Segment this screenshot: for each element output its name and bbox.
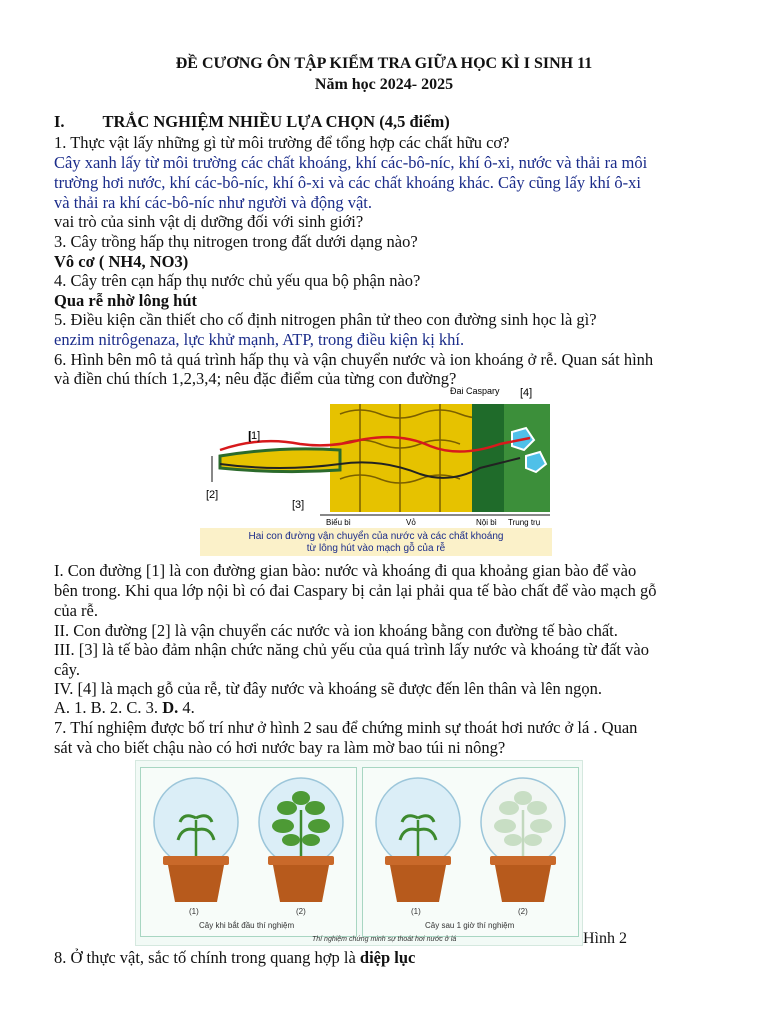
pot-1-label: (1) xyxy=(189,907,199,916)
question-6-line1: 6. Hình bên mô tả quá trình hấp thụ và vận chuyển nước và ion khoáng ở rễ. Quan sát hình xyxy=(54,350,654,369)
zone-stele: Trung trụ xyxy=(508,518,541,527)
statement-4: IV. [4] là mạch gỗ của rễ, từ đây nước và khoáng sẽ được đến lên thân và lên ngọn. xyxy=(54,679,602,698)
zone-epidermis: Biểu bì xyxy=(326,518,351,527)
question-6-line2: và điền chú thích 1,2,3,4; nêu đặc điểm của từng con đường? xyxy=(54,369,457,388)
answer-options xyxy=(54,698,195,718)
question-7-line2: sát và cho biết chậu nào có hơi nước bay ra làm mờ bao túi ni nông? xyxy=(54,738,506,757)
school-year: Năm học 2024- 2025 xyxy=(314,76,454,93)
answer-1-line3: và thải ra khí các-bô-níc như người và động vật. xyxy=(54,193,373,212)
panel-after-drawing xyxy=(363,768,578,936)
question-1: 1. Thực vật lấy những gì từ môi trường để tổng hợp các chất hữu cơ? xyxy=(54,133,510,152)
question-2: vai trò của sinh vật dị dưỡng đối với sinh giới? xyxy=(54,212,364,231)
answer-3: Vô cơ ( NH4, NO3) xyxy=(54,252,189,271)
flower-pot xyxy=(389,860,447,902)
transpiration-figure xyxy=(135,760,583,946)
panel-start-drawing xyxy=(141,768,356,936)
section-heading xyxy=(54,112,450,132)
pot-2-label: (2) xyxy=(518,907,528,916)
label-caspary: Đai Caspary xyxy=(450,386,500,396)
panel-start xyxy=(140,767,357,937)
section-title: TRẮC NGHIỆM NHIỀU LỰA CHỌN (4,5 điểm) xyxy=(102,112,450,131)
section-number: I. xyxy=(54,112,65,131)
figure-2-caption: Thí nghiệm chứng minh sự thoát hơi nước ở lá xyxy=(312,936,457,943)
question-4: 4. Cây trên cạn hấp thụ nước chủ yếu qua bộ phận nào? xyxy=(54,271,421,290)
answer-5: enzim nitrôgenaza, lực khử mạnh, ATP, trong điều kiện kị khí. xyxy=(54,330,465,349)
statement-3-line2: cây. xyxy=(54,660,80,679)
answer-1-line1: Cây xanh lấy từ môi trường các chất khoáng, khí các-bô-níc, khí ô-xi, nước và thải ra môi xyxy=(54,153,648,172)
question-5: 5. Điều kiện cần thiết cho cố định nitrogen phân tử theo con đường sinh học là gì? xyxy=(54,310,597,329)
pot-1-label: (1) xyxy=(411,907,421,916)
statement-2: II. Con đường [2] là vận chuyển các nước và ion khoáng bằng con đường tế bào chất. xyxy=(54,621,618,640)
label-4: [4] xyxy=(520,387,533,399)
pot-2-label: (2) xyxy=(296,907,306,916)
label-1: [1] xyxy=(248,430,261,442)
option-list: A. 1. B. 2. C. 3. xyxy=(54,698,159,717)
document-title: ĐỀ CƯƠNG ÔN TẬP KIỂM TRA GIỮA HỌC KÌ I SINH 11 xyxy=(175,55,593,72)
panel-after xyxy=(362,767,579,937)
question-7-line1: 7. Thí nghiệm được bố trí như ở hình 2 sau để chứng minh sự thoát hơi nước ở lá . Quan xyxy=(54,718,638,737)
correct-option: D. xyxy=(162,698,179,717)
answer-1-line2: trường hơi nước, khí các-bô-níc, khí ô-xi và các chất khoáng khác. Cây cũng lấy khí ô-xi xyxy=(54,173,642,192)
figure-1-caption-line1: Hai con đường vận chuyển của nước và các chất khoáng xyxy=(248,531,504,542)
root-transport-figure xyxy=(200,384,552,556)
correct-option-value: 4. xyxy=(178,698,195,717)
zone-cortex: Vỏ xyxy=(406,518,416,527)
panel-after-caption: Cây sau 1 giờ thí nghiệm xyxy=(425,921,515,930)
statement-3-line1: III. [3] là tế bào đảm nhận chức năng chủ yếu của quá trình lấy nước và khoáng từ đất vào xyxy=(54,640,649,659)
flower-pot xyxy=(167,860,225,902)
figure-2-label: Hình 2 xyxy=(583,930,627,947)
endodermis xyxy=(472,404,504,512)
flower-pot xyxy=(494,860,552,902)
statement-1-line3: của rễ. xyxy=(54,601,98,620)
answer-4: Qua rễ nhờ lông hút xyxy=(54,291,198,310)
label-2: [2] xyxy=(206,489,219,501)
statement-1-line1: I. Con đường [1] là con đường gian bào: nước và khoáng đi qua khoảng gian bào để vào xyxy=(54,561,637,580)
statement-1-line2: bên trong. Khi qua lớp nội bì có đai Caspary bị cản lại phải qua tế bào chất để vào mạch gỗ xyxy=(54,581,657,600)
question-3: 3. Cây trồng hấp thụ nitrogen trong đất dưới dạng nào? xyxy=(54,232,418,251)
label-3: [3] xyxy=(292,499,305,511)
panel-start-caption: Cây khi bắt đầu thí nghiệm xyxy=(199,921,295,930)
figure-1-caption-line2: từ lông hút vào mạch gỗ của rễ xyxy=(306,543,446,554)
question-8-text: 8. Ở thực vật, sắc tố chính trong quang hợp là xyxy=(54,948,360,967)
fogged-bag xyxy=(481,778,565,866)
question-8 xyxy=(54,948,415,968)
flower-pot xyxy=(272,860,330,902)
zone-endodermis: Nội bì xyxy=(476,518,497,527)
answer-8: diệp lục xyxy=(359,948,416,967)
